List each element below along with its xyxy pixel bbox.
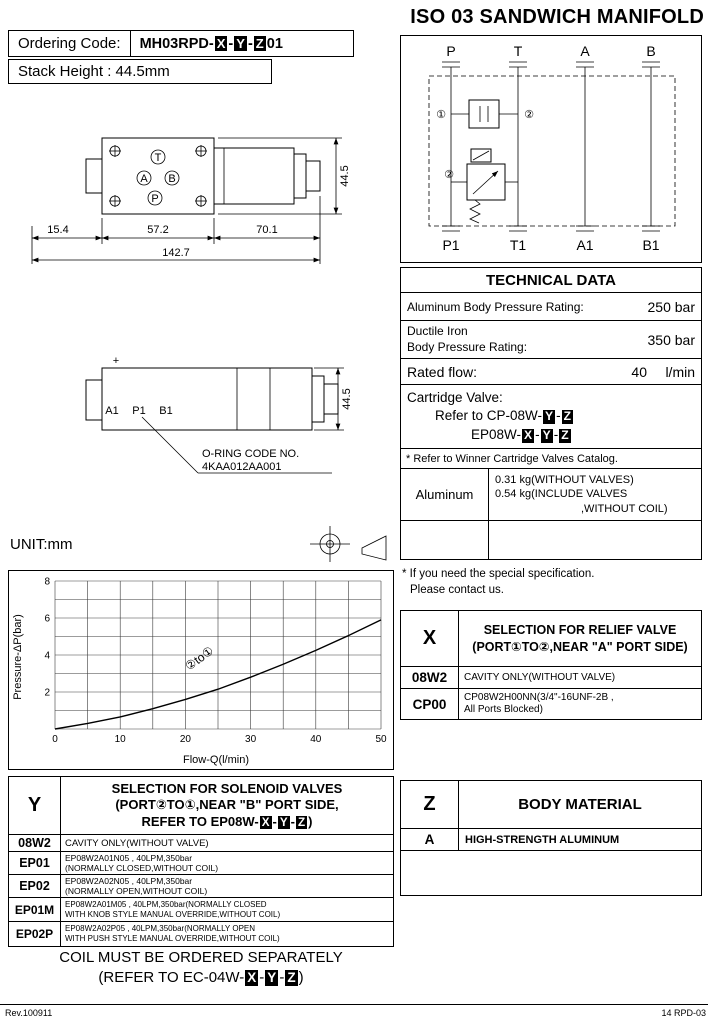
code-y: Y — [279, 815, 288, 829]
port-label-a: A — [140, 173, 148, 185]
port-label-p1: P1 — [132, 405, 146, 417]
node-1: ① — [436, 109, 446, 121]
svg-text:50: 50 — [375, 734, 387, 745]
y-row-code: EP01 — [9, 852, 61, 874]
code-z: Z — [563, 409, 572, 424]
cartridge-ref1: Refer to CP-08W- Y - Z — [435, 408, 572, 424]
svg-text:4: 4 — [44, 650, 50, 662]
special-note-line1: * If you need the special specification. — [402, 568, 595, 580]
weight-empty-row — [401, 521, 701, 559]
unit-note: UNIT:mm — [10, 536, 73, 553]
rated-flow-label: Rated flow: — [407, 363, 478, 380]
spring-icon — [470, 200, 480, 223]
table-row — [9, 898, 393, 922]
code-y: Y — [545, 409, 554, 424]
port-label-a1: A1 — [105, 405, 119, 417]
dim-total: 142.7 — [162, 247, 190, 259]
technical-data-title: TECHNICAL DATA — [401, 268, 701, 293]
x-title — [459, 611, 701, 666]
stack-height-box: Stack Height : 44.5mm — [8, 59, 272, 84]
plus-mark: + — [112, 355, 120, 367]
y-title-line1: SELECTION FOR SOLENOID VALVES — [111, 781, 343, 797]
footer-revision: Rev.100911 — [5, 1008, 53, 1018]
node-2b: ② — [444, 169, 454, 181]
table-row — [401, 829, 701, 851]
iron-pressure-label2: Body Pressure Rating: — [407, 339, 528, 354]
x-selection-table — [400, 610, 702, 720]
table-row — [401, 321, 701, 359]
z-title: BODY MATERIAL — [518, 796, 642, 813]
port-label-b: B — [168, 173, 176, 185]
code-dash: - — [556, 408, 561, 424]
z-row-code: A — [401, 829, 459, 850]
flow-pressure-chart — [8, 570, 394, 770]
y-row-desc: EP08W2A02P05 , 40LPM,350bar(NORMALLY OPEN WITH PUSH STYLE MANUAL OVERRIDE,WITHOUT COIL) — [65, 924, 280, 943]
code-z: Z — [255, 36, 264, 51]
x-key: X — [401, 611, 459, 666]
svg-text:20: 20 — [179, 734, 191, 745]
curve-label: ②to① — [182, 643, 217, 674]
z-body-material-table — [400, 780, 702, 896]
y-row-code: 08W2 — [9, 835, 61, 851]
table-row — [401, 667, 701, 689]
code-dash: - — [247, 35, 253, 52]
schematic-port-p: P — [446, 43, 456, 59]
weight-row — [401, 469, 701, 521]
code-dash: - — [228, 35, 234, 52]
code-x: X — [216, 36, 226, 51]
coil-note-line2: (REFER TO EC-04W- X - Y - Z ) — [98, 969, 304, 987]
dim-left: 15.4 — [47, 224, 69, 236]
schematic-port-b1: B1 — [642, 237, 660, 253]
ordering-code-box — [8, 30, 354, 57]
port-symbols-bottom — [442, 226, 660, 231]
code-dash: - — [259, 969, 265, 987]
weight-material: Aluminum — [401, 469, 489, 520]
y-title-line2: (PORT②TO①,NEAR "B" PORT SIDE, — [115, 797, 339, 813]
dim-body: 57.2 — [147, 224, 169, 236]
schematic-port-b: B — [646, 43, 656, 59]
y-title-ref-suffix: ) — [308, 813, 313, 829]
x-title-line2: (PORT①TO②,NEAR "A" PORT SIDE) — [472, 639, 688, 654]
z-row-desc: HIGH-STRENGTH ALUMINUM — [465, 833, 620, 846]
footer-doc-code: 14 RPD-03 — [661, 1008, 706, 1018]
code-z: Z — [298, 815, 306, 829]
rated-flow-value: 40 — [631, 363, 647, 380]
port-label-p: P — [151, 193, 159, 205]
svg-text:8: 8 — [44, 576, 50, 588]
code-x: X — [261, 815, 270, 829]
dimension-drawing-top-view — [2, 96, 394, 268]
ordering-code-label: Ordering Code: — [18, 35, 121, 52]
table-row — [401, 359, 701, 385]
svg-text:30: 30 — [245, 734, 257, 745]
port-label-t: T — [154, 152, 162, 164]
oring-label: O-RING CODE NO. — [202, 448, 300, 460]
footer-rule — [0, 1004, 708, 1005]
alu-pressure-label: Aluminum Body Pressure Rating: — [407, 299, 584, 314]
technical-data-panel — [400, 267, 702, 560]
code-y: Y — [236, 36, 245, 51]
relief-valve-icon — [469, 100, 499, 128]
schematic-port-t1: T1 — [509, 237, 527, 253]
schematic-port-p1: P1 — [442, 237, 460, 253]
chart-plot-area — [44, 577, 387, 746]
ordering-code-value — [130, 31, 292, 56]
y-row-desc: CAVITY ONLY(WITHOUT VALVE) — [65, 837, 209, 849]
y-key: Y — [9, 777, 61, 834]
node-2: ② — [524, 109, 534, 121]
table-row — [401, 293, 701, 321]
code-z: Z — [561, 427, 569, 442]
y-row-code: EP01M — [9, 898, 61, 921]
z-empty-area — [401, 851, 701, 895]
x-row-desc: CP08W2H00NN(3/4"-16UNF-2B , All Ports Blocked) — [464, 691, 614, 715]
x-row-desc: CAVITY ONLY(WITHOUT VALVE) — [464, 672, 616, 683]
chart-xlabel: Flow-Q(l/min) — [183, 754, 249, 766]
code-y: Y — [542, 427, 551, 442]
cartridge-valve-block — [401, 385, 701, 449]
code-dash: - — [553, 426, 559, 442]
table-row — [9, 852, 393, 875]
y-row-desc: EP08W2A01M05 , 40LPM,350bar(NORMALLY CLOSED WITH KNOB STYLE MANUAL OVERRIDE,WITHOUT COIL) — [65, 899, 281, 919]
iron-pressure-value: 350 bar — [647, 331, 695, 348]
y-row-code: EP02P — [9, 922, 61, 946]
page-title: ISO 03 SANDWICH MANIFOLD — [410, 6, 704, 28]
rated-flow-unit: l/min — [665, 363, 695, 380]
weight-values: 0.31 kg(WITHOUT VALVES) 0.54 kg(INCLUDE VALVES ,WITHOUT COIL) — [495, 474, 668, 515]
y-title — [61, 777, 393, 834]
dimension-drawing-side-view — [2, 352, 394, 492]
dim-height-side: 44.5 — [341, 388, 353, 410]
projection-symbols — [302, 520, 398, 568]
projection-cone-icon — [362, 536, 386, 560]
special-note-line2: Please contact us. — [410, 584, 504, 597]
table-row — [9, 875, 393, 898]
code-dash: - — [272, 813, 277, 829]
svg-text:2: 2 — [44, 687, 50, 699]
code-dash: - — [535, 426, 540, 442]
svg-text:6: 6 — [44, 613, 50, 625]
y-row-desc: EP08W2A01N05 , 40LPM,350bar (NORMALLY CLOSED,WITHOUT COIL) — [65, 852, 219, 873]
y-row-code: EP02 — [9, 875, 61, 897]
table-row — [9, 835, 393, 852]
code-y: Y — [267, 970, 277, 986]
code-x: X — [524, 427, 533, 442]
code-dash: - — [290, 813, 296, 829]
dim-solenoid: 70.1 — [256, 224, 278, 236]
hydraulic-schematic — [400, 35, 702, 263]
svg-text:0: 0 — [52, 734, 58, 745]
iron-pressure-label1: Ductile Iron — [407, 323, 468, 338]
code-z: Z — [287, 970, 296, 986]
svg-text:40: 40 — [310, 734, 322, 745]
y-selection-table — [8, 776, 394, 947]
code-dash: - — [279, 969, 285, 987]
table-row — [401, 689, 701, 719]
alu-pressure-value: 250 bar — [647, 298, 695, 315]
x-title-line1: SELECTION FOR RELIEF VALVE — [483, 623, 677, 638]
table-row — [9, 922, 393, 946]
port-label-b1: B1 — [159, 405, 173, 417]
cartridge-valve-label: Cartridge Valve: — [407, 390, 503, 406]
y-title-ref-prefix: REFER TO EP08W- — [141, 813, 259, 829]
catalog-note: * Refer to Winner Cartridge Valves Catalog. — [401, 449, 701, 469]
schematic-port-a: A — [580, 43, 590, 59]
special-note — [402, 566, 594, 598]
coil-note-line1: COIL MUST BE ORDERED SEPARATELY — [59, 949, 343, 966]
code-suffix: 01 — [266, 35, 283, 52]
y-row-desc: EP08W2A02N05 , 40LPM,350bar (NORMALLY OPEN,WITHOUT COIL) — [65, 875, 208, 896]
sandwich-boundary — [429, 76, 675, 226]
y-title-line3 — [141, 814, 312, 830]
dim-height: 44.5 — [339, 165, 351, 187]
svg-text:10: 10 — [114, 734, 126, 745]
cartridge-ref2: EP08W- X - Y - Z — [471, 426, 569, 442]
chart-ylabel: Pressure-ΔP(bar) — [12, 614, 24, 700]
code-x: X — [247, 970, 257, 986]
x-row-code: CP00 — [401, 689, 459, 719]
code-prefix: MH03RPD- — [139, 35, 214, 52]
z-key: Z — [401, 781, 459, 828]
datum-target-icon — [310, 526, 350, 562]
port-symbols-top — [442, 62, 660, 67]
x-row-code: 08W2 — [401, 667, 459, 688]
schematic-port-t: T — [513, 43, 523, 59]
oring-code: 4KAA012AA001 — [202, 461, 282, 473]
coil-note — [8, 948, 394, 989]
schematic-port-a1: A1 — [576, 237, 594, 253]
